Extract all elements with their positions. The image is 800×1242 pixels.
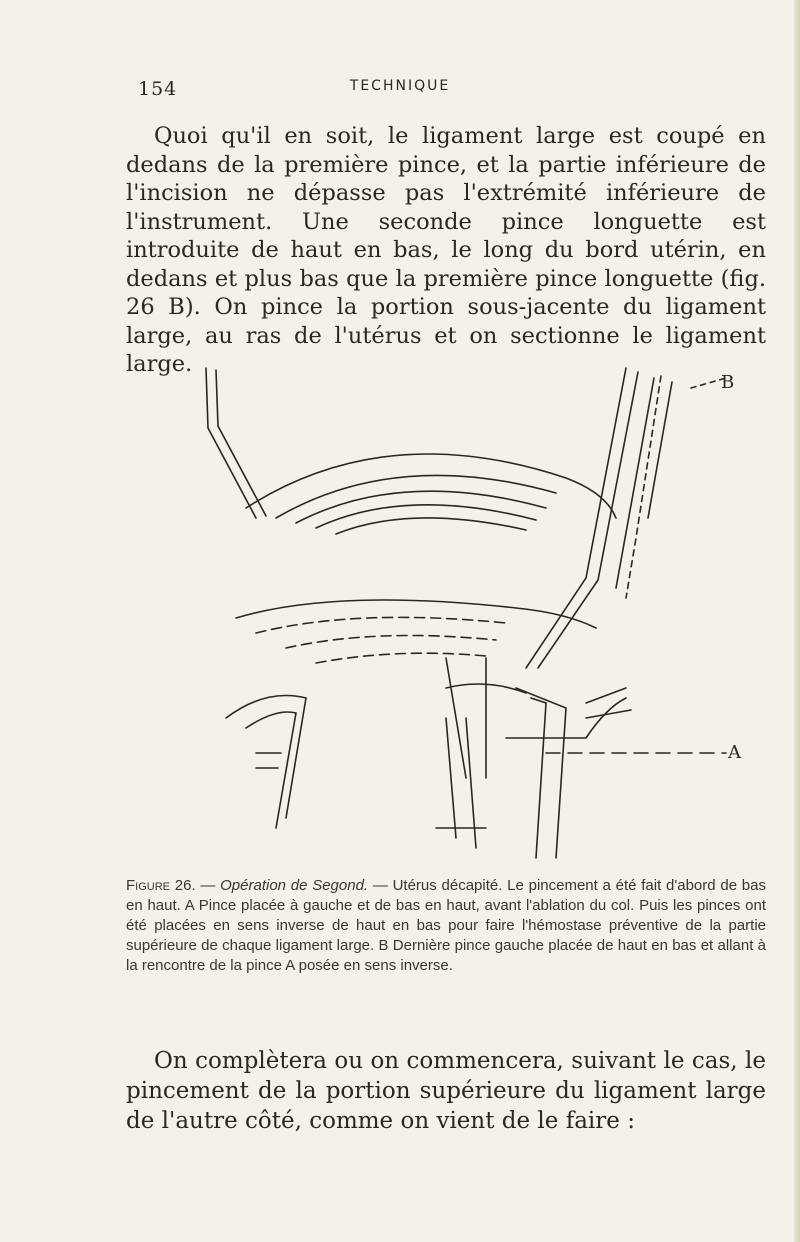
figure-label-a: A [728, 742, 741, 763]
figure-illustration [186, 358, 746, 868]
lower-center-forceps [436, 718, 486, 848]
closing-paragraph: On complètera ou on commencera, suivant le cas, le pincement de la portion supérieure du ligament large de l'autre côté, comme on vient de le faire : [126, 1048, 766, 1134]
figure-label-b: B [721, 372, 735, 393]
running-title: TECHNIQUE [349, 78, 451, 94]
uterus-upper-outline [246, 454, 616, 518]
cervix-stump [446, 658, 526, 778]
caption-number: Figure 26. [126, 877, 196, 894]
caption-text: — Utérus décapité. Le pincement a été fait d'abord de bas en haut. A Pince placée à gauche et de bas en haut, avant l'ablation du col. Puis les pinces ont été placées en sens inverse de haut en bas pour faire l'hémostase préventive de la partie supérieure de chaque ligament large. B Dernière pince gauche placée de haut en bas et allant à la rencontre de la pince A posée en sens inverse. [126, 877, 766, 974]
left-upper-forceps [206, 368, 266, 518]
page-number: 154 [138, 78, 178, 100]
page-header [0, 78, 800, 108]
caption-dash: — [195, 877, 221, 894]
forceps-b [526, 368, 654, 668]
body-paragraph: Quoi qu'il en soit, le ligament large est coupé en dedans de la première pince, et la partie inférieure de l'incision ne dépasse pas l'extrémité inférieure de l'instrument. Une seconde pince longuette est introduite de haut en bas, le long du bord utérin, en dedans et plus bas que la première pince longuette (fig. 26 B). On pince la portion sous-jacente du ligament large, au ras de l'utérus et on sectionne le ligament large. [126, 123, 766, 377]
figure-caption [126, 876, 766, 976]
uterus-forceps-drawing [186, 358, 746, 868]
page-edge [794, 0, 800, 1242]
lower-left-forceps [226, 696, 306, 829]
uterus-body [236, 600, 596, 628]
caption-title: Opération de Segond. [220, 877, 369, 894]
